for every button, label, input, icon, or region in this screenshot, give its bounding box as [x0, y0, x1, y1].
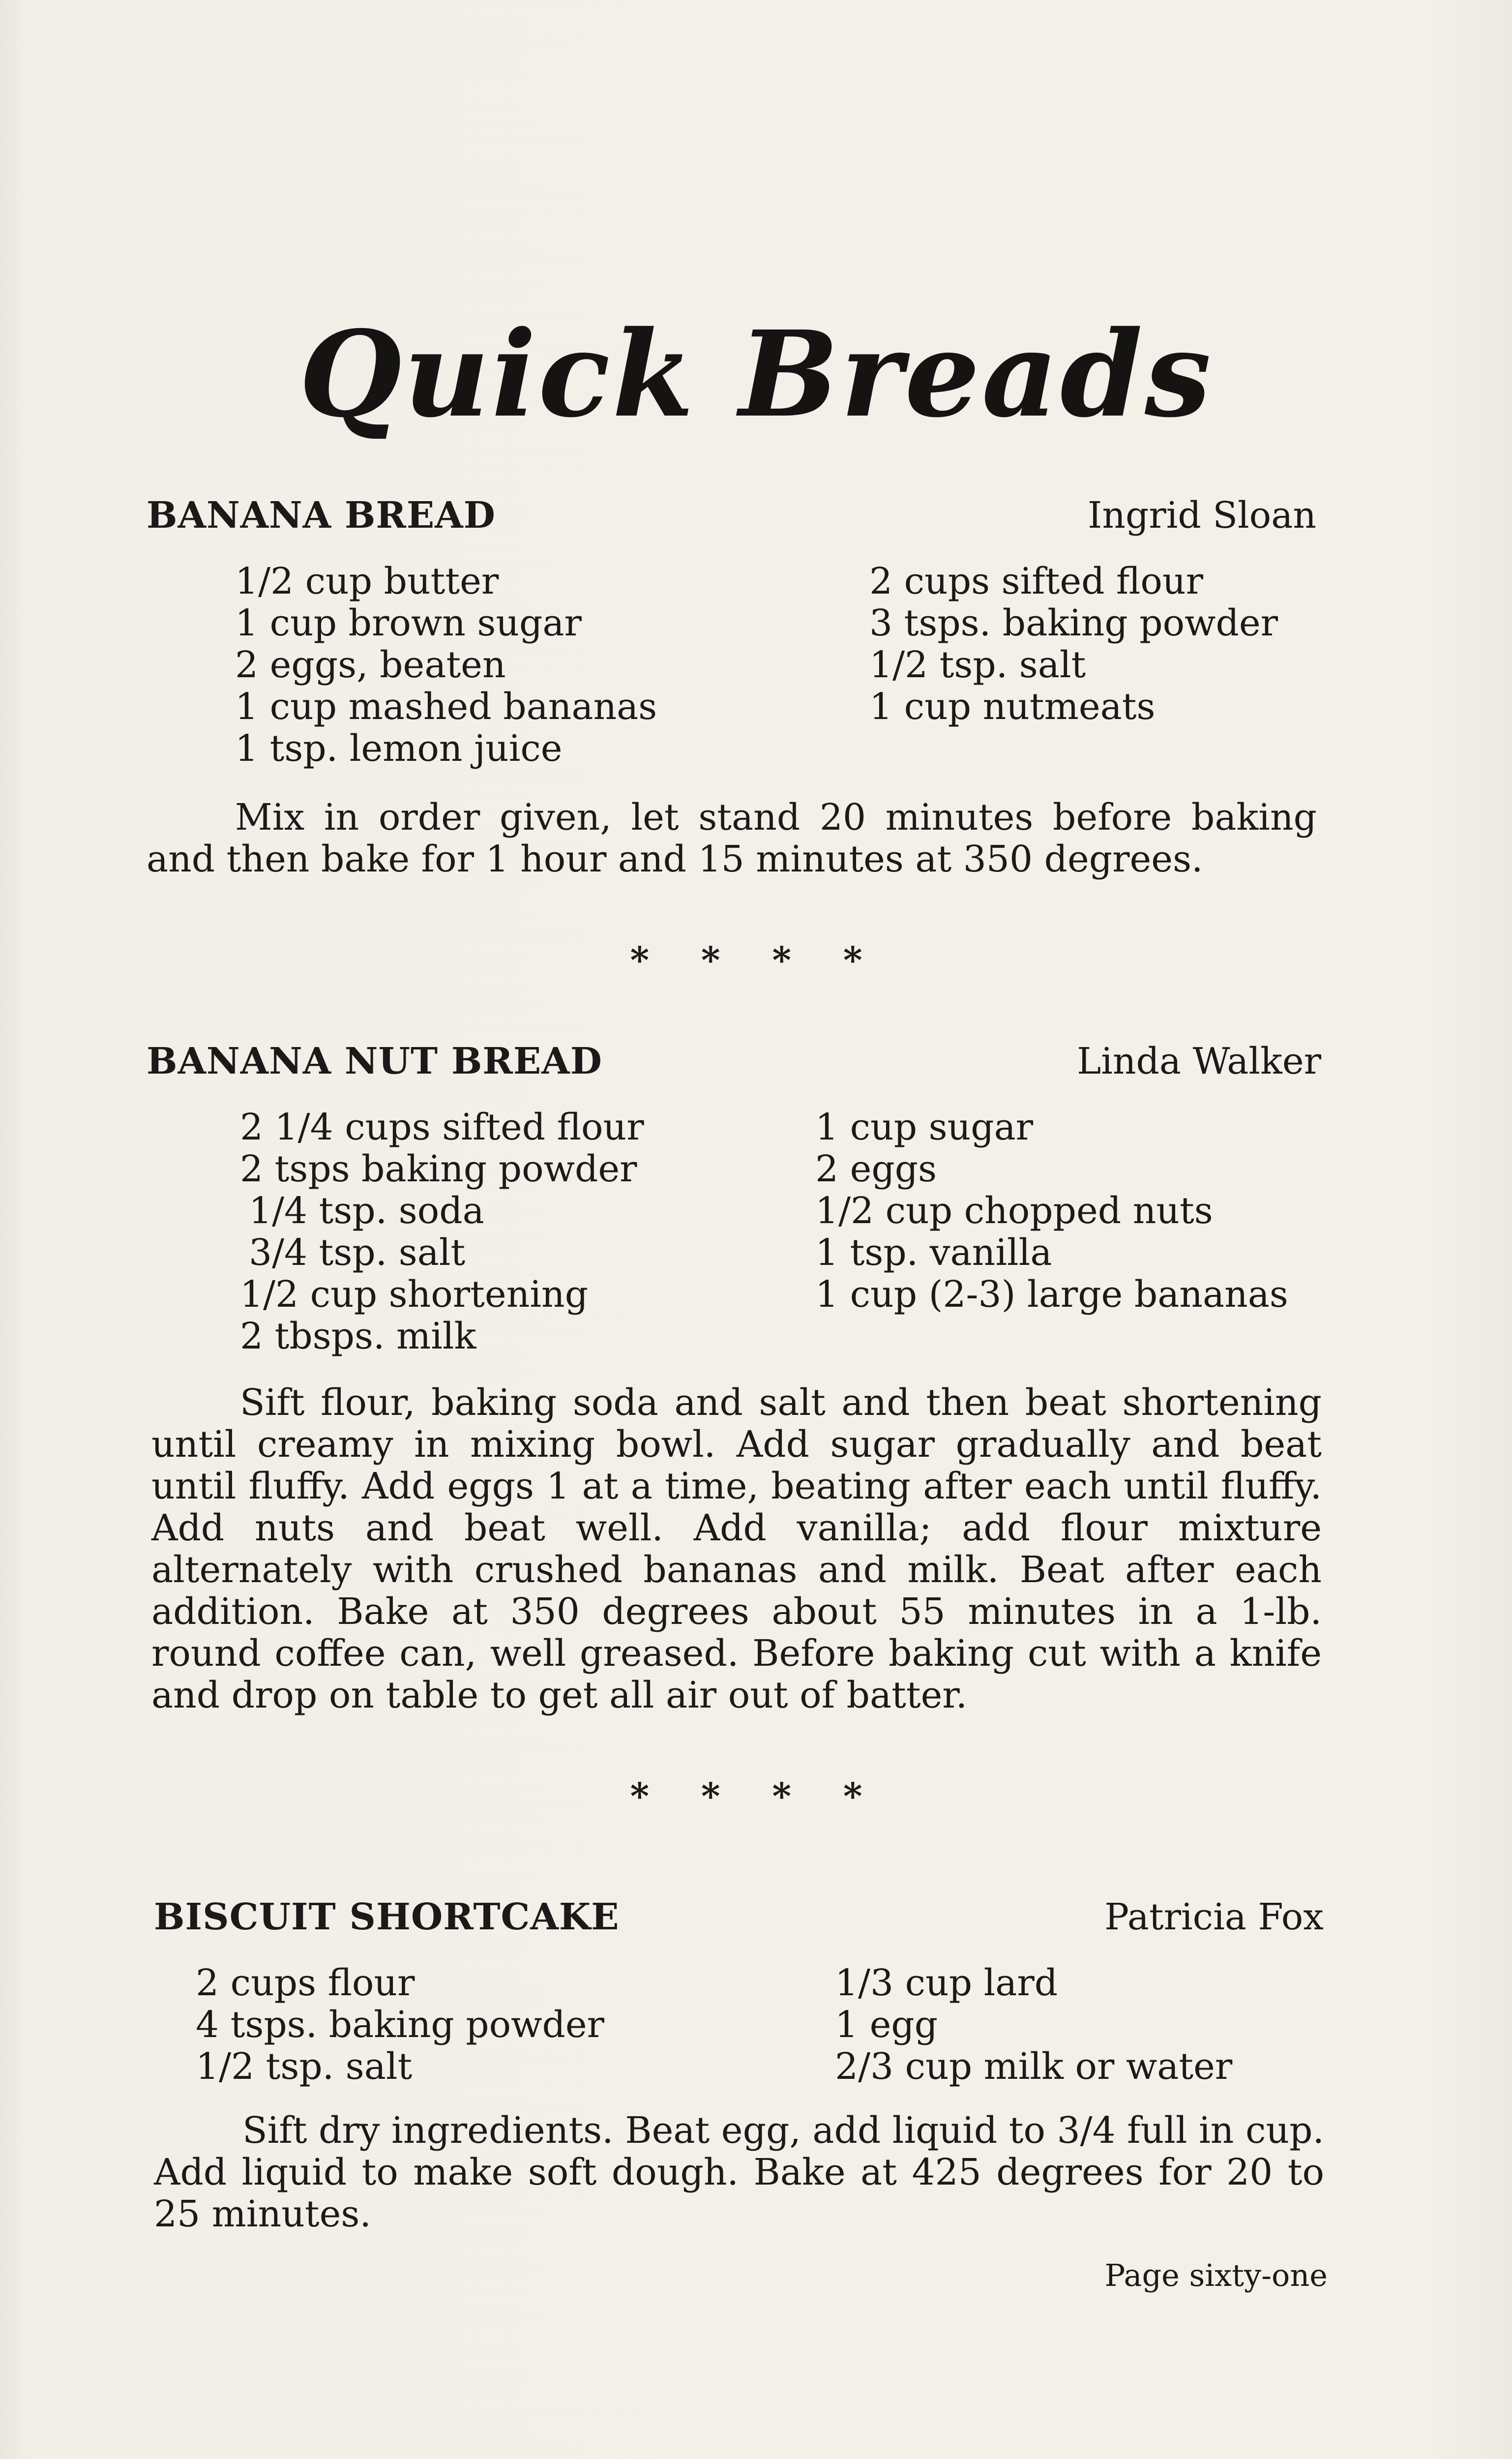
page-title: Quick Breads: [298, 305, 1214, 444]
separator: * * * *: [630, 1775, 882, 1818]
ingredient: 1 cup nutmeats: [869, 686, 1156, 728]
ingredient: 1/2 tsp. salt: [869, 644, 1086, 686]
ingredients-right: [835, 1962, 1232, 2088]
page-number: Page sixty-one: [1104, 2257, 1328, 2293]
recipe-author: Ingrid Sloan: [1088, 494, 1316, 537]
ingredients-right: [869, 561, 1278, 728]
ingredient: 2 eggs, beaten: [235, 644, 506, 686]
ingredient: 3/4 tsp. salt: [249, 1231, 466, 1274]
ingredient: 1 egg: [835, 2004, 938, 2046]
ingredient: 1 cup brown sugar: [235, 602, 582, 644]
recipe-directions: Sift flour, baking soda and salt and then beat shortening until creamy in mixing bowl. Add sugar gradually and beat until fluffy. Add eggs 1 at a time, beating after each until fluffy. Add nuts and beat well. Add vanilla; add flour mixture alternately with crushed bananas and milk. Beat after each addition. Bake at 350 degrees about 55 minutes in a 1-lb. round coffee can, well greased. Before baking cut with a knife and drop on table to get all air out of batter.: [151, 1381, 1322, 1716]
ingredient: 2 tsps baking powder: [240, 1148, 637, 1190]
recipe-title-banana-nut-bread: BANANA NUT BREAD: [147, 1040, 602, 1082]
ingredient: 4 tsps. baking powder: [196, 2004, 605, 2046]
recipe-title-biscuit-shortcake: BISCUIT SHORTCAKE: [154, 1896, 620, 1938]
ingredient: 1 cup sugar: [815, 1106, 1034, 1148]
ingredient: 1 cup (2-3) large bananas: [815, 1273, 1288, 1316]
ingredient: 1/2 cup chopped nuts: [815, 1190, 1213, 1232]
ingredients-left: [196, 1962, 604, 2088]
ingredient: 2 cups sifted flour: [869, 560, 1203, 602]
recipe-author: Linda Walker: [1077, 1040, 1321, 1082]
ingredients-left: [240, 1107, 644, 1357]
ingredient: 1/3 cup lard: [835, 1962, 1058, 2004]
ingredient: 2 tbsps. milk: [240, 1315, 476, 1357]
ingredient: 1/2 cup butter: [235, 560, 499, 602]
ingredient: 1/4 tsp. soda: [249, 1190, 484, 1232]
ingredients-left: [235, 561, 657, 770]
recipe-directions: Sift dry ingredients. Beat egg, add liquid to 3/4 full in cup. Add liquid to make soft dough. Bake at 425 degrees for 20 to 25 minutes.: [154, 2109, 1324, 2235]
ingredient: 2 eggs: [815, 1148, 937, 1190]
ingredient: 3 tsps. baking powder: [869, 602, 1278, 644]
ingredients-right: [815, 1107, 1288, 1316]
ingredient: 1 tsp. lemon juice: [235, 727, 563, 770]
ingredient: 1/2 cup shortening: [240, 1273, 589, 1316]
ingredient: 1/2 tsp. salt: [196, 2045, 413, 2088]
separator: * * * *: [630, 939, 882, 982]
ingredient: 1 cup mashed bananas: [235, 686, 657, 728]
ingredient: 2 1/4 cups sifted flour: [240, 1106, 644, 1148]
recipe-author: Patricia Fox: [1104, 1896, 1324, 1938]
recipe-title-banana-bread: BANANA BREAD: [147, 494, 496, 537]
ingredient: 2 cups flour: [196, 1962, 415, 2004]
recipe-directions: Mix in order given, let stand 20 minutes before baking and then bake for 1 hour and 15 minutes at 350 degrees.: [147, 796, 1317, 880]
ingredient: 2/3 cup milk or water: [835, 2045, 1233, 2088]
ingredient: 1 tsp. vanilla: [815, 1231, 1052, 1274]
